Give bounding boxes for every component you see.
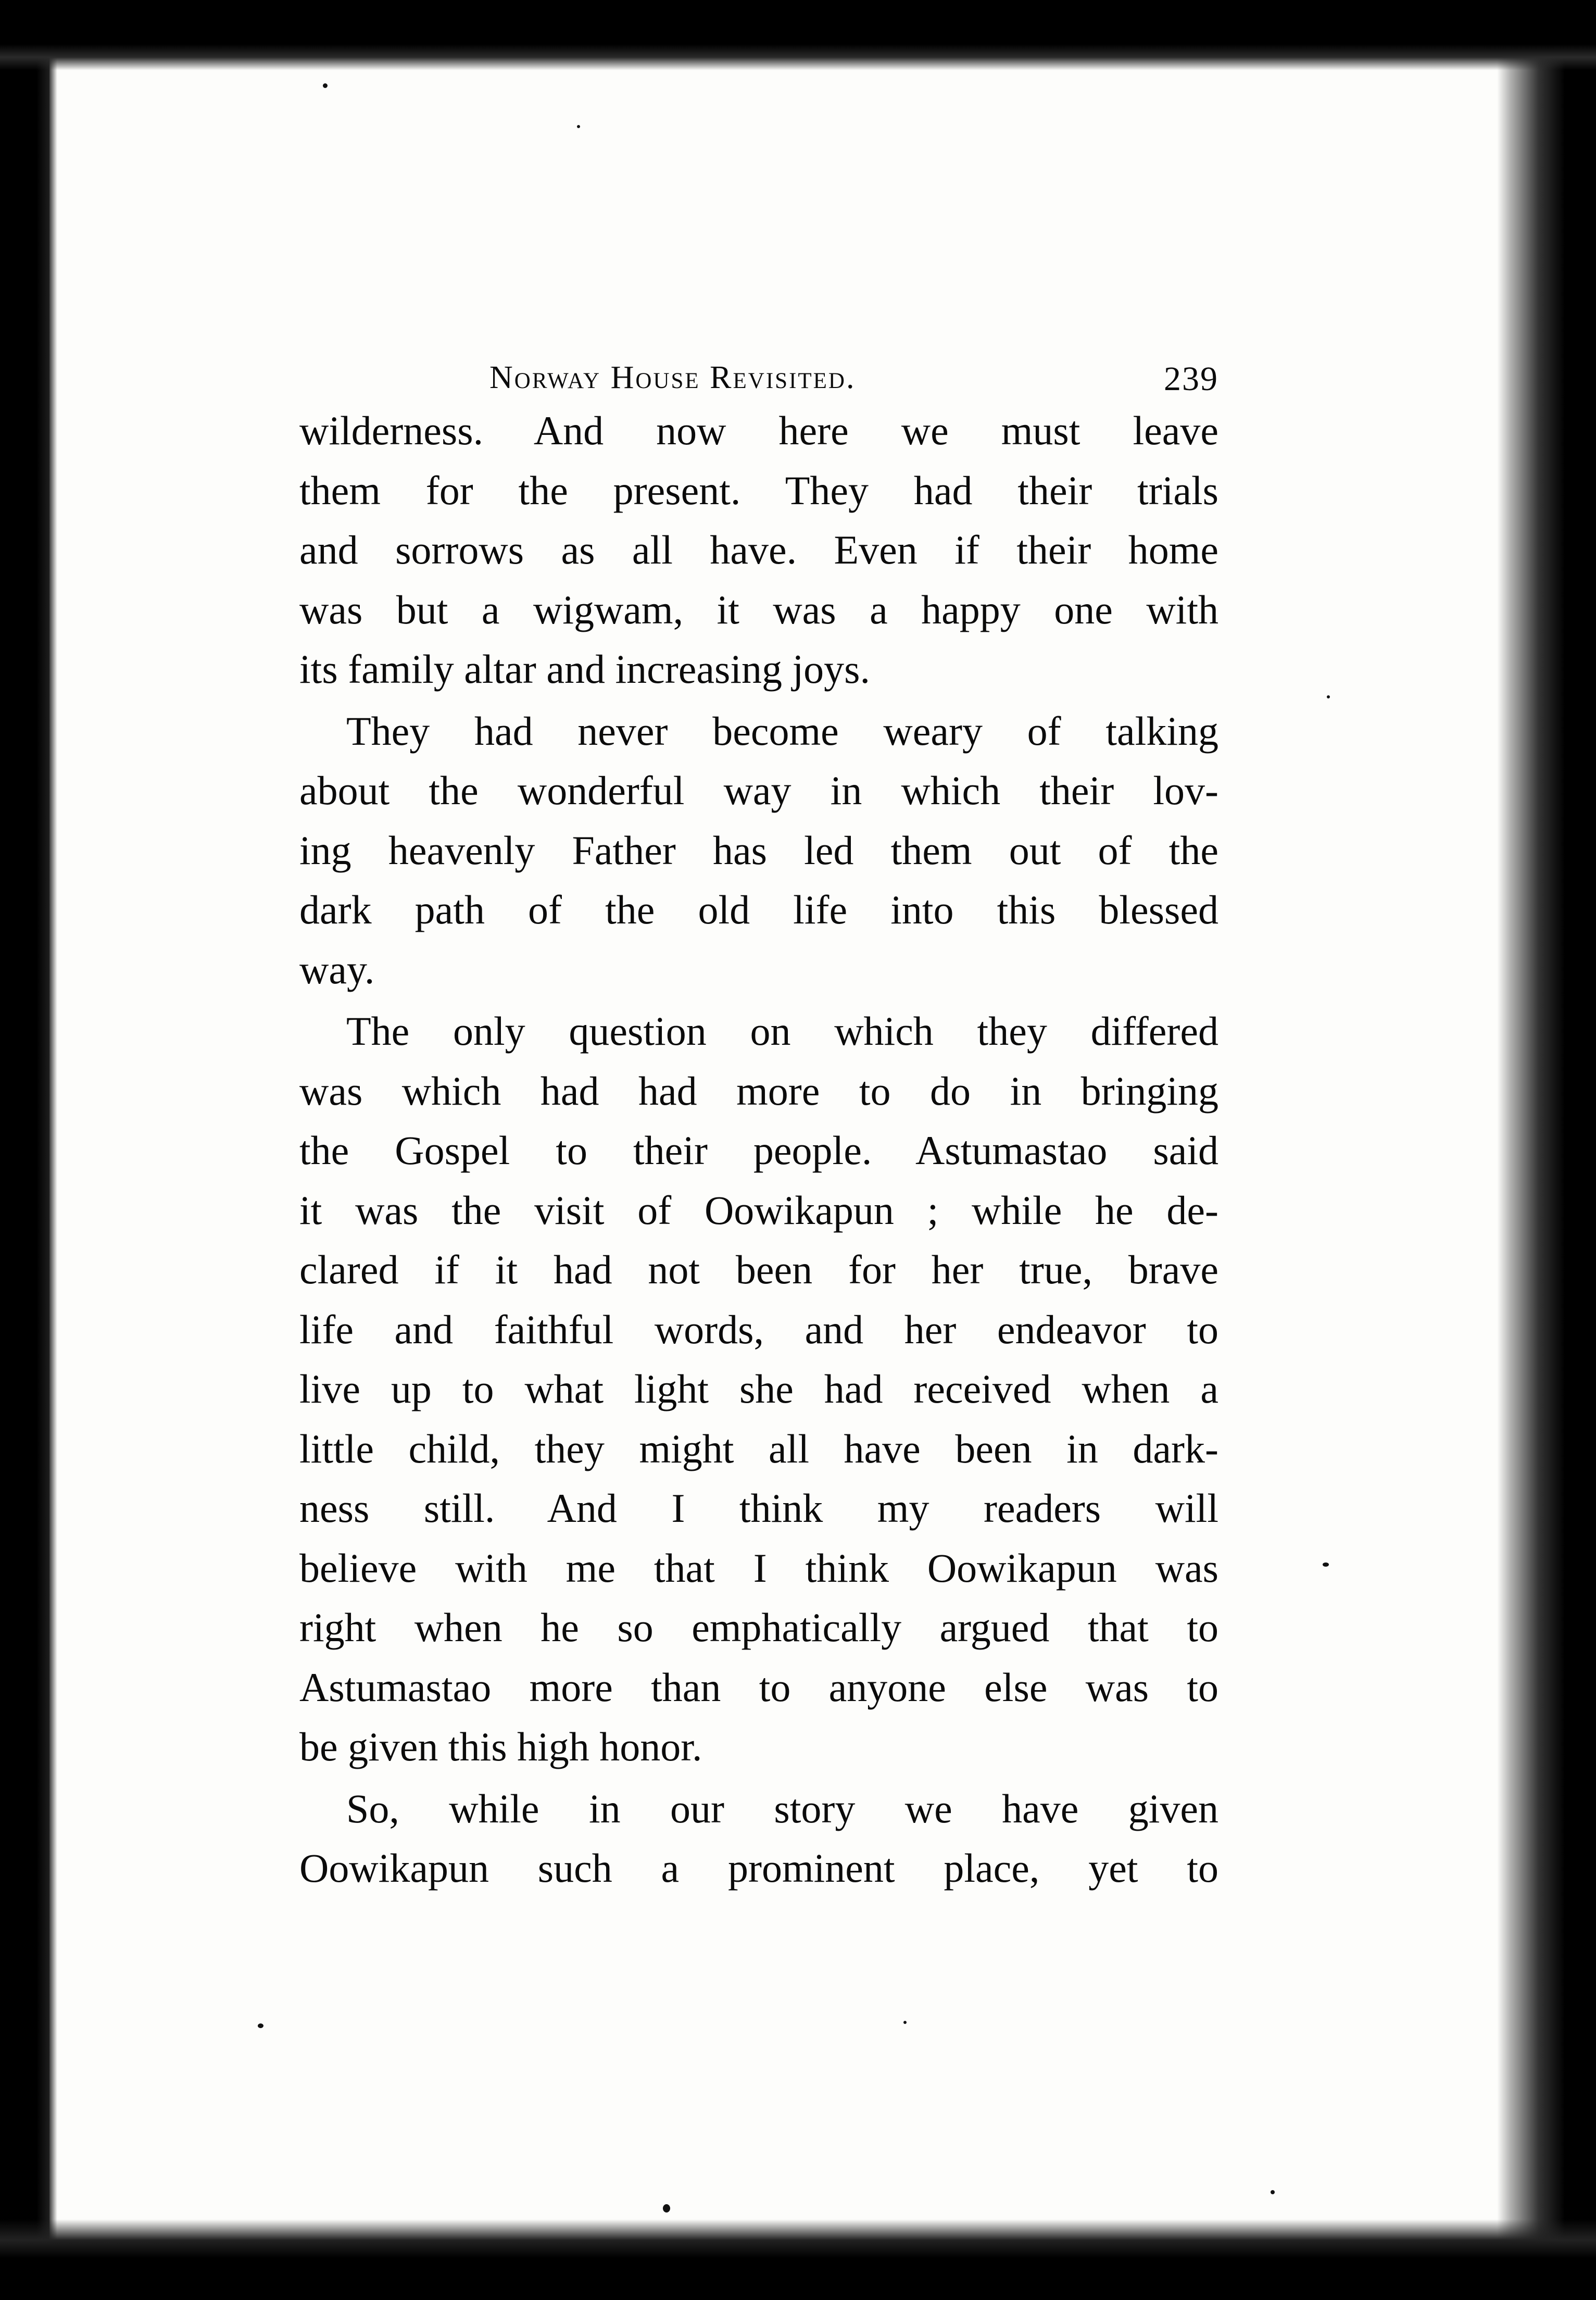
text-line: believe with me that I think Oowikapun was [299,1545,1218,1591]
dust-speck [323,83,328,88]
text-line: them for the present. They had their trials [299,467,1218,513]
dust-speck [258,2023,263,2028]
text-line: ness still. And I think my readers will [299,1485,1218,1531]
text-line: was but a wigwam, it was a happy one with [299,586,1218,632]
dust-speck [1327,695,1330,698]
paragraph [299,1002,1218,1777]
text-line: the Gospel to their people. Astumastao said [299,1128,1218,1173]
text-line: dark path of the old life into this blessed [299,887,1218,932]
dust-speck [577,125,580,128]
text-line: wilderness. And now here we must leave [299,408,1218,453]
dust-speck [1271,2190,1275,2194]
dust-speck [1323,1562,1329,1567]
text-line: ing heavenly Father has led them out of the [299,827,1218,873]
text-line: The only question on which they differed [346,1008,1218,1054]
text-line: be given this high honor. [299,1724,702,1769]
paragraph [299,401,1218,699]
text-line: right when he so emphatically argued that to [299,1605,1218,1650]
text-line: Oowikapun such a prominent place, yet to [299,1845,1218,1891]
page-number: 239 [1164,360,1218,398]
text-line: They had never become weary of talking [346,708,1218,754]
paragraph [299,1779,1218,1898]
text-line: Astumastao more than to anyone else was to [299,1664,1218,1710]
running-title: Norway House Revisited. [489,360,856,395]
body-text [299,401,1218,1898]
scan-edge-bottom [0,2219,1596,2300]
running-header [299,339,1218,401]
scan-edge-right [1497,0,1596,2300]
page-content [299,339,1218,1901]
text-line: little child, they might all have been in dark- [299,1426,1218,1471]
text-line: So, while in our story we have given [346,1785,1218,1831]
text-line: clared if it had not been for her true, brave [299,1247,1218,1292]
dust-speck [903,2021,907,2024]
text-line: it was the visit of Oowikapun ; while he de- [299,1187,1218,1233]
scan-edge-left [0,0,57,2300]
paragraph [299,702,1218,1000]
text-line: life and faithful words, and her endeavor to [299,1306,1218,1352]
text-line: and sorrows as all have. Even if their home [299,527,1218,572]
text-line: was which had had more to do in bringing [299,1068,1218,1114]
dust-speck [663,2204,670,2212]
scan-edge-top [0,0,1596,70]
text-line: way. [299,946,375,992]
text-line: live up to what light she had received when a [299,1366,1218,1411]
text-line: about the wonderful way in which their lov- [299,768,1218,813]
text-line: its family altar and increasing joys. [299,646,871,692]
